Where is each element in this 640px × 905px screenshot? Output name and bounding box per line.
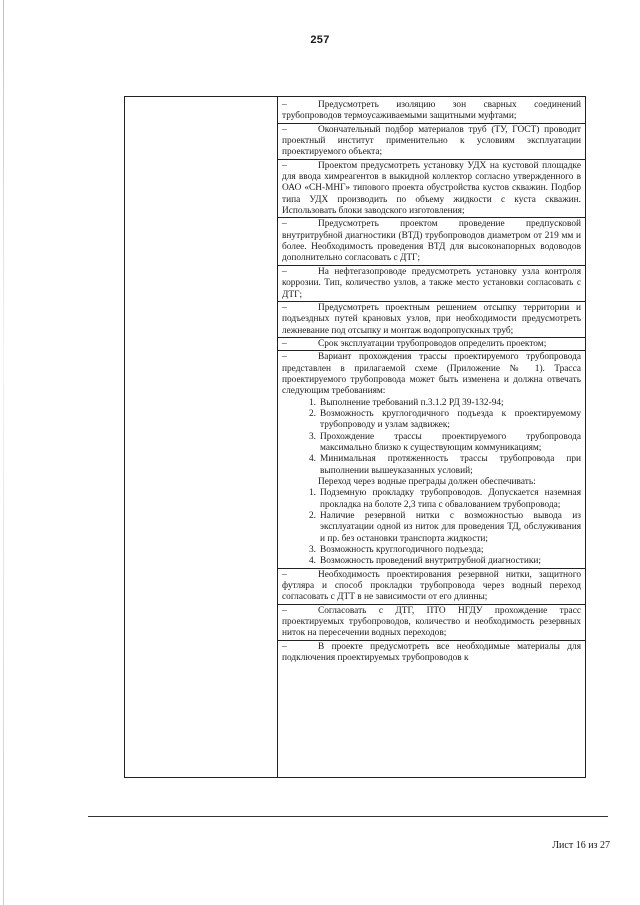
requirements-cell xyxy=(278,97,585,777)
list-item: 4. Минимальная протяженность трассы трубопровода при выполнении вышеуказанных условий; xyxy=(308,454,581,476)
scan-edge-shadow xyxy=(3,0,4,905)
footer-rule xyxy=(88,816,608,817)
list-item: 3. Прохождение трассы проектируемого трубопровода максимально близко к существующим коммуникациям; xyxy=(308,431,581,453)
requirement-text: – Вариант прохождения трассы проектируемого трубопровода представлен в прилагаемой схеме (Приложение № 1). Трасса проектируемого трубопровода может быть изменена и должна отвечать следующим требованиям: xyxy=(282,352,581,397)
requirement-item xyxy=(278,97,585,123)
page-number: 257 xyxy=(310,34,330,46)
numbered-list xyxy=(282,488,581,567)
requirement-text: – В проекте предусмотреть все необходимые материалы для подключения проектируемых трубопроводов к xyxy=(282,641,581,664)
dash-marker: – xyxy=(282,352,287,363)
sub-intro: Переход через водные преграды должен обеспечивать: xyxy=(318,477,536,487)
requirement-text: – Окончательный подбор материалов труб (ТУ, ГОСТ) проводит проектный институт применительно к условиям эксплуатации проектируемого объекта; xyxy=(282,124,581,158)
requirement-text: – Проектом предусмотреть установку УДХ на кустовой площадке для ввода химреагентов в выкидной коллектор согласно утвержденного в ОАО «СН-МНГ» типового проекта обустройства кустов скважин. Подбор типа УДХ производить по объему жидкости с куста скважин. Использовать блоки заводского изготовления; xyxy=(282,160,581,217)
list-item: 1. Подземную прокладку трубопроводов. Допускается наземная прокладка на болоте 2,3 типа с обвалованием трубопровода; xyxy=(308,488,581,510)
dash-marker: – xyxy=(282,160,287,171)
requirement-text: – Согласовать с ДТГ, ПТО НГДУ прохождение трасс проектируемых трубопроводов, количество и необходимость резервных ниток на пересечении водных переходов; xyxy=(282,605,581,639)
numbered-list xyxy=(282,398,581,477)
list-item: 2. Возможность круглогодичного подъезда к проектируемому трубопроводу и узлам задвижек; xyxy=(308,408,581,431)
dash-marker: – xyxy=(282,100,287,110)
requirement-text: – Предусмотреть проектным решением отсыпку территории и подъездных путей крановых узлов, при необходимости предусмотреть лежневание под отсыпку и монтаж водопропускных труб; xyxy=(282,302,581,336)
requirement-item xyxy=(278,265,585,301)
sheet-counter: Лист 16 из 27 xyxy=(552,840,610,851)
requirement-item xyxy=(278,604,585,640)
requirement-item xyxy=(278,123,585,159)
requirement-text: – Необходимость проектирования резервной нитки, защитного футляра и способ прокладки трубопровода через водный переход согласовать с ДТТ в не зависимости от его длинны; xyxy=(282,569,581,603)
requirement-text: – Предусмотреть проектом проведение предпусковой внутритрубной диагностики (ВТД) трубопроводов диаметром от 219 мм и более. Необходимость проведения ВТД для высоконапорных водоводов дополнительно согласовать с ДТГ; xyxy=(282,219,581,264)
dash-marker: – xyxy=(282,219,287,230)
requirement-item xyxy=(278,568,585,604)
requirement-item xyxy=(278,337,585,350)
requirement-text: – Срок эксплуатации трубопроводов определить проектом; xyxy=(282,338,547,349)
requirement-item xyxy=(278,159,585,218)
dash-marker: – xyxy=(282,569,287,580)
list-item: 4. Возможность проведений внутритрубной диагностики; xyxy=(308,556,541,567)
dash-marker: – xyxy=(282,124,287,135)
requirement-text: – На нефтегазопроводе предусмотреть установку узла контроля коррозии. Тип, количество узлов, а также место установки согласовать с ДТГ; xyxy=(282,266,581,300)
dash-marker: – xyxy=(282,266,287,277)
requirement-item xyxy=(278,217,585,264)
list-item: 1. Выполнение требований п.3.1.2 РД 39-132-94; xyxy=(308,397,504,408)
dash-marker: – xyxy=(282,605,287,616)
list-item: 3. Возможность круглогодичного подъезда; xyxy=(308,545,484,556)
requirement-item xyxy=(278,350,585,568)
requirements-table xyxy=(124,96,586,778)
list-item: 2. Наличие резервной нитки с возможностью вывода из эксплуатации одной из ниток для проведения ТД, обслуживания и пр. без остановки транспорта жидкости; xyxy=(308,511,581,544)
requirement-item xyxy=(278,301,585,337)
dash-marker: – xyxy=(282,641,287,652)
requirement-text: – Предусмотреть изоляцию зон сварных соединений трубопроводов термоусаживаемыми защитными муфтами; xyxy=(282,100,581,122)
dash-marker: – xyxy=(282,338,287,349)
dash-marker: – xyxy=(282,302,287,313)
requirement-item xyxy=(278,640,585,665)
